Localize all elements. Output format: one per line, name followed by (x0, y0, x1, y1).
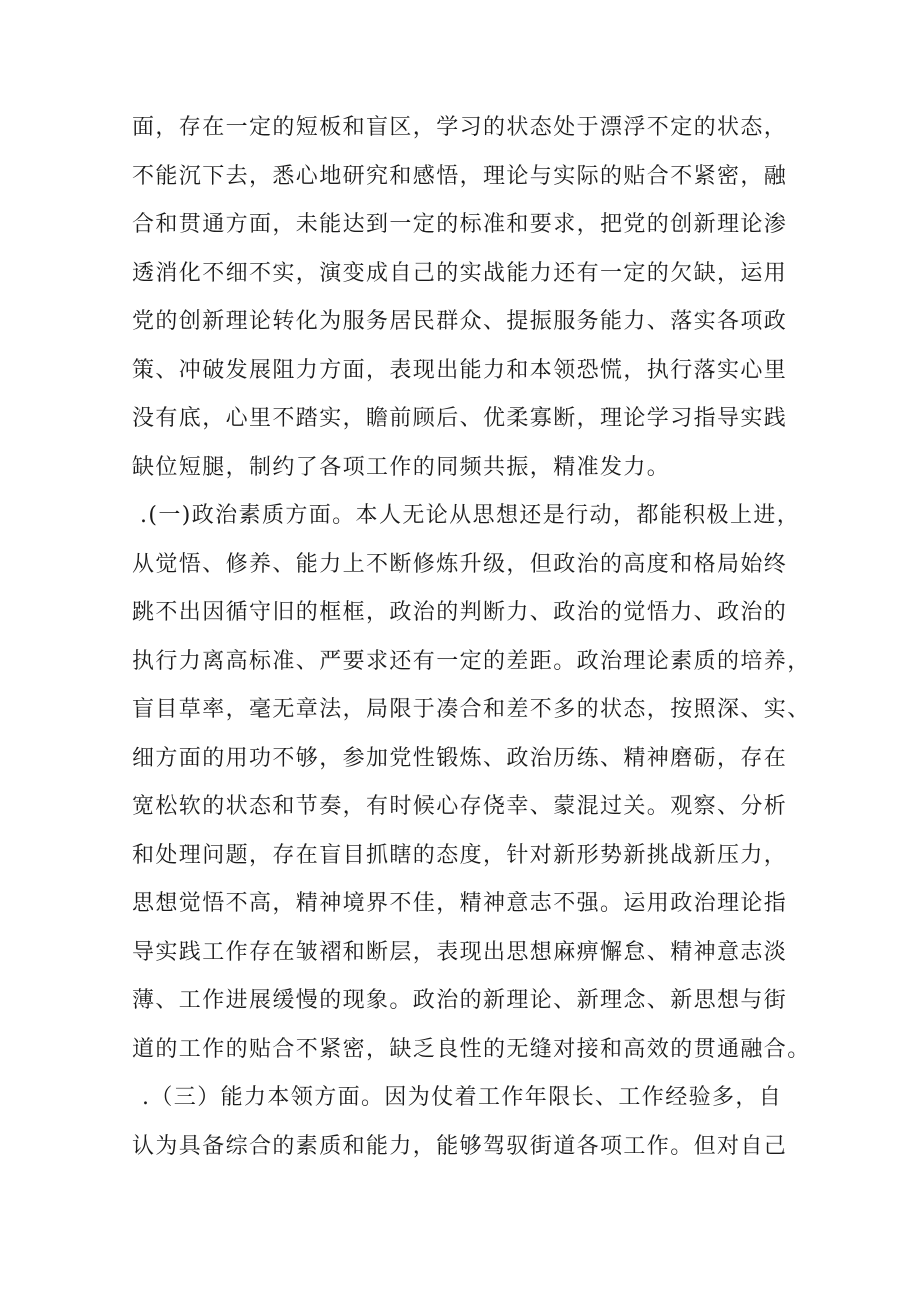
text-line: 认为具备综合的素质和能力，能够驾驭街道各项工作。但对自己 (132, 1133, 788, 1159)
section-heading-ability: .（三）能力本领方面。因为仗着工作年限长、工作经验多，自 (142, 1085, 783, 1110)
text-line: 细方面的用功不够，参加党性锻炼、政治历练、精神磨砺，存在 (132, 745, 788, 771)
text-line: 不能沉下去，悉心地研究和感悟，理论与实际的贴合不紧密，融 (132, 163, 788, 189)
text-line: 薄、工作进展缓慢的现象。政治的新理论、新理念、新思想与街 (132, 988, 788, 1013)
text-line: 面，存在一定的短板和盲区，学习的状态处于漂浮不定的状态， (132, 115, 788, 140)
text-line: 党的创新理论转化为服务居民群众、提振服务能力、落实各项政 (132, 309, 788, 334)
text-line: 导实践工作存在皱褶和断层，表现出思想麻痹懈怠、精神意志淡 (132, 939, 788, 965)
text-line: 思想觉悟不高，精神境界不佳，精神意志不强。运用政治理论指 (132, 891, 788, 916)
text-line: 执行力离高标准、严要求还有一定的差距。政治理论素质的培养， (132, 648, 811, 674)
text-line: 策、冲破发展阻力方面，表现出能力和本领恐慌，执行落实心里 (132, 357, 788, 383)
text-line: 和处理问题，存在盲目抓瞎的态度，针对新形势新挑战新压力， (132, 842, 788, 868)
text-line: 从觉悟、修养、能力上不断修炼升级，但政治的高度和格局始终 (132, 551, 788, 577)
text-line: 跳不出因循守旧的框框，政治的判断力、政治的觉悟力、政治的 (132, 600, 788, 625)
text-line: 合和贯通方面，未能达到一定的标准和要求，把党的创新理论渗 (132, 212, 788, 237)
text-line: 缺位短腿，制约了各项工作的同频共振，精准发力。 (132, 454, 671, 480)
text-line: 没有底，心里不踏实，瞻前顾后、优柔寡断，理论学习指导实践 (132, 406, 788, 431)
body-text (132, 104, 812, 1171)
text-line: 道的工作的贴合不紧密，缺乏良性的无缝对接和高效的贯通融合。 (132, 1036, 811, 1062)
text-line: 盲目草率，毫无章法，局限于凑合和差不多的状态，按照深、实、 (132, 697, 811, 722)
text-line: 透消化不细不实，演变成自己的实战能力还有一定的欠缺，运用 (132, 260, 788, 286)
section-heading-political-quality: .(一)政治素质方面。本人无论从思想还是行动，都能积极上进， (140, 503, 801, 528)
text-line: 宽松软的状态和节奏，有时候心存侥幸、蒙混过关。观察、分析 (132, 794, 788, 819)
